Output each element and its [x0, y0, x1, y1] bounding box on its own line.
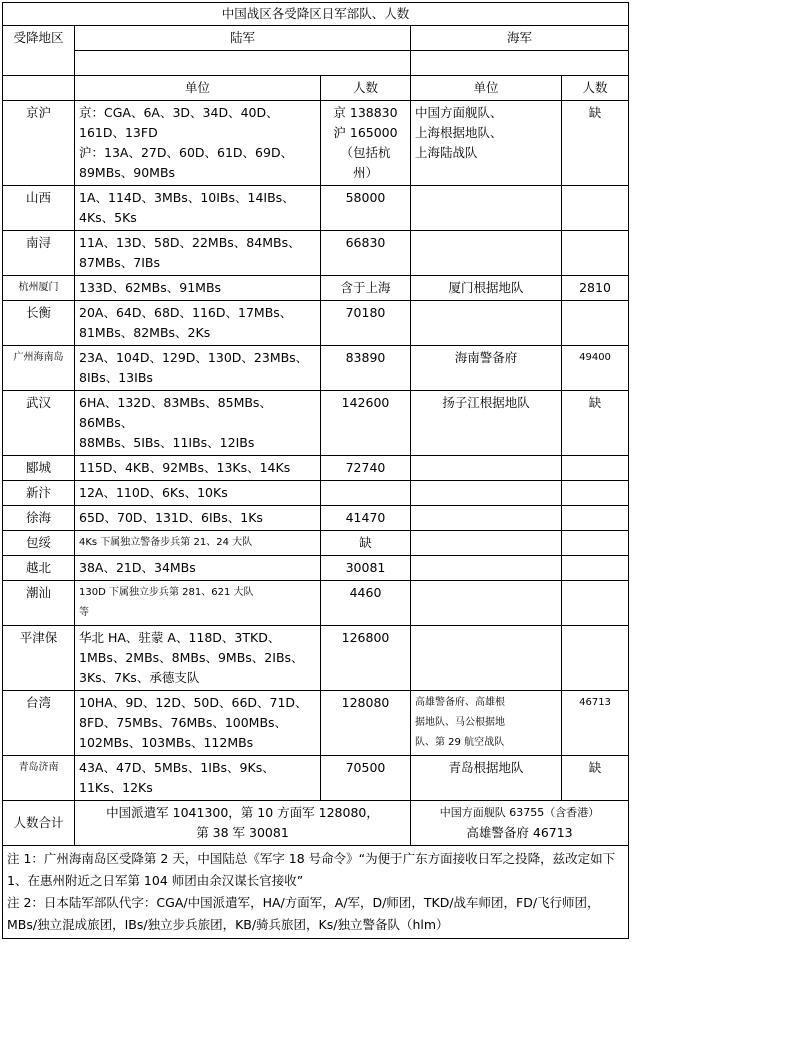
navy-unit-cell	[411, 626, 562, 691]
navy-unit-cell	[411, 506, 562, 531]
table-row	[3, 531, 629, 556]
table-row	[3, 276, 629, 301]
army-count-line: 41470	[345, 510, 386, 525]
army-unit-line: 115D、4KB、92MBs、13Ks、14Ks	[79, 460, 291, 475]
army-unit-line: 京：CGA、6A、3D、34D、40D、	[79, 105, 279, 120]
army-count-line: 30081	[345, 560, 386, 575]
region-cell: 广州海南岛	[3, 346, 75, 391]
table-row	[3, 101, 629, 186]
navy-count-cell	[562, 186, 629, 231]
table-body	[3, 101, 629, 801]
table-row	[3, 231, 629, 276]
army-unit-line: 华北 HA、驻蒙 A、118D、3TKD、	[79, 630, 281, 645]
notes	[3, 846, 629, 939]
navy-unit-line: 队、第 29 航空战队	[415, 737, 505, 748]
region-cell: 武汉	[3, 391, 75, 456]
region-cell: 越北	[3, 556, 75, 581]
army-unit-cell	[75, 346, 321, 391]
navy-count-cell	[562, 506, 629, 531]
army-count-cell	[321, 276, 411, 301]
surrender-table	[2, 2, 629, 939]
navy-unit-line: 海南警备府	[454, 350, 518, 365]
army-count-cell	[321, 101, 411, 186]
table-row	[3, 506, 629, 531]
army-unit-line: 38A、21D、34MBs	[79, 560, 196, 575]
army-unit-line: 6HA、132D、83MBs、85MBs、86MBs、	[79, 395, 272, 430]
army-unit-line: 沪：13A、27D、60D、61D、69D、	[79, 145, 294, 160]
army-count-cell	[321, 346, 411, 391]
army-unit-line: 8FD、75MBs、76MBs、100MBs、	[79, 715, 288, 730]
navy-unit-cell	[411, 301, 562, 346]
navy-unit-line: 扬子江根据地队	[442, 395, 530, 410]
army-count-line: 83890	[345, 350, 386, 365]
navy-count-cell	[562, 581, 629, 626]
army-unit-line: 3Ks、7Ks、承德支队	[79, 670, 200, 685]
table-row	[3, 186, 629, 231]
navy-unit-line: 厦门根据地队	[448, 280, 524, 295]
army-count-line: 72740	[345, 460, 386, 475]
army-unit-line: 43A、47D、5MBs、1IBs、9Ks、	[79, 760, 275, 775]
subheader-blank	[3, 76, 75, 101]
army-unit-line: 10HA、9D、12D、50D、66D、71D、	[79, 695, 308, 710]
table-row	[3, 626, 629, 691]
region-cell: 徐海	[3, 506, 75, 531]
army-unit-cell	[75, 691, 321, 756]
table-row	[3, 346, 629, 391]
army-unit-cell	[75, 301, 321, 346]
region-cell: 杭州厦门	[3, 276, 75, 301]
navy-unit-cell	[411, 691, 562, 756]
army-count-cell	[321, 556, 411, 581]
navy-count-cell: 缺	[562, 391, 629, 456]
army-count-cell	[321, 626, 411, 691]
army-count-line: 缺	[359, 535, 372, 550]
army-count-cell	[321, 391, 411, 456]
table-row	[3, 481, 629, 506]
total-label: 人数合计	[3, 801, 75, 846]
army-unit-cell	[75, 506, 321, 531]
region-cell: 京沪	[3, 101, 75, 186]
table-row	[3, 756, 629, 801]
region-cell: 平津保	[3, 626, 75, 691]
subheader-army-count: 人数	[321, 76, 411, 101]
note-2: 注 2：日本陆军部队代字：CGA/中国派遣军，HA/方面军，A/军，D/师团，TKD/战车师团，FD/飞行师团，MBs/独立混成旅团，IBs/独立步兵旅团，KB/骑兵旅团，Ks/独立警备队（hlm）	[7, 895, 600, 932]
region-cell: 南浔	[3, 231, 75, 276]
army-unit-cell	[75, 481, 321, 506]
total-army-line: 中国派遣军 1041300，第 10 方面军 128080，	[106, 805, 379, 820]
navy-count-cell: 缺	[562, 101, 629, 186]
total-army-line: 第 38 军 30081	[196, 825, 289, 840]
region-cell: 包绥	[3, 531, 75, 556]
army-unit-line: 1A、114D、3MBs、10IBs、14IBs、	[79, 190, 295, 205]
navy-unit-cell	[411, 531, 562, 556]
army-unit-line: 81MBs、82MBs、2Ks	[79, 325, 211, 340]
army-count-cell	[321, 456, 411, 481]
army-unit-cell	[75, 391, 321, 456]
navy-unit-line: 中国方面舰队、	[415, 105, 503, 120]
army-count-cell	[321, 756, 411, 801]
army-unit-cell	[75, 756, 321, 801]
total-navy-line: 高雄警备府 46713	[466, 825, 573, 840]
army-count-line: 58000	[345, 190, 386, 205]
navy-unit-line: 青岛根据地队	[448, 760, 524, 775]
region-cell: 长衡	[3, 301, 75, 346]
army-unit-cell	[75, 531, 321, 556]
army-unit-line: 89MBs、90MBs	[79, 165, 176, 180]
army-unit-line: 4Ks、5Ks	[79, 210, 137, 225]
header-navy: 海军	[411, 26, 629, 51]
army-count-line: （包括杭	[340, 145, 391, 160]
army-count-line: 70500	[345, 760, 386, 775]
army-unit-line: 12A、110D、6Ks、10Ks	[79, 485, 228, 500]
army-unit-line: 88MBs、5IBs、11IBs、12IBs	[79, 435, 255, 450]
total-army	[75, 801, 411, 846]
navy-count-cell: 缺	[562, 756, 629, 801]
table-title: 中国战区各受降区日军部队、人数	[3, 3, 629, 26]
note-1: 注 1：广州海南岛区受降第 2 天，中国陆总《军字 18 号命令》“为便于广东方面接收日军之投降，兹改定如下 1、在惠州附近之日军第 104 师团由余汉谋长官接收”	[7, 851, 616, 888]
navy-count-cell	[562, 481, 629, 506]
region-cell: 潮汕	[3, 581, 75, 626]
army-unit-line: 102MBs、103MBs、112MBs	[79, 735, 254, 750]
navy-unit-line: 高雄警备府、高雄根	[415, 697, 505, 708]
header-navy-spacer	[411, 51, 629, 76]
army-unit-line: 87MBs、7IBs	[79, 255, 161, 270]
region-cell: 新汴	[3, 481, 75, 506]
army-unit-cell	[75, 456, 321, 481]
subheader-army-unit: 单位	[75, 76, 321, 101]
army-unit-cell	[75, 101, 321, 186]
navy-unit-cell	[411, 186, 562, 231]
army-count-line: 66830	[345, 235, 386, 250]
navy-unit-cell	[411, 756, 562, 801]
army-unit-line: 161D、13FD	[79, 125, 158, 140]
navy-count-cell	[562, 531, 629, 556]
army-unit-line: 133D、62MBs、91MBs	[79, 280, 222, 295]
navy-count-cell: 2810	[562, 276, 629, 301]
navy-unit-line: 上海陆战队	[415, 145, 478, 160]
army-unit-cell	[75, 186, 321, 231]
army-count-line: 州）	[352, 165, 378, 180]
region-cell: 青岛济南	[3, 756, 75, 801]
navy-unit-cell	[411, 581, 562, 626]
navy-unit-line: 上海根据地队、	[415, 125, 503, 140]
army-count-cell	[321, 301, 411, 346]
army-count-cell	[321, 186, 411, 231]
army-unit-line: 11Ks、12Ks	[79, 780, 153, 795]
region-cell: 山西	[3, 186, 75, 231]
total-navy	[411, 801, 629, 846]
navy-count-cell	[562, 456, 629, 481]
navy-unit-cell	[411, 346, 562, 391]
navy-count-cell	[562, 301, 629, 346]
army-count-line: 126800	[341, 630, 390, 645]
header-region: 受降地区	[3, 26, 75, 76]
navy-unit-line: 据地队、马公根据地	[415, 717, 505, 728]
subheader-navy-count: 人数	[562, 76, 629, 101]
navy-count-cell: 46713	[562, 691, 629, 756]
table-row	[3, 391, 629, 456]
region-cell: 台湾	[3, 691, 75, 756]
table-row	[3, 691, 629, 756]
army-count-line: 4460	[349, 585, 382, 600]
army-unit-line: 4Ks 下属独立警备步兵第 21、24 大队	[79, 537, 253, 548]
army-unit-cell	[75, 231, 321, 276]
army-unit-line: 8IBs、13IBs	[79, 370, 153, 385]
army-unit-cell	[75, 626, 321, 691]
army-count-cell	[321, 691, 411, 756]
army-count-line: 含于上海	[340, 280, 391, 295]
navy-count-cell: 49400	[562, 346, 629, 391]
army-unit-line: 130D 下属独立步兵第 281、621 大队	[79, 587, 254, 598]
region-cell: 郾城	[3, 456, 75, 481]
army-count-cell	[321, 481, 411, 506]
navy-count-cell	[562, 556, 629, 581]
table-row	[3, 456, 629, 481]
total-navy-line: 中国方面舰队 63755（含香港）	[439, 806, 600, 819]
army-unit-line: 65D、70D、131D、6IBs、1Ks	[79, 510, 263, 525]
army-unit-line: 11A、13D、58D、22MBs、84MBs、	[79, 235, 301, 250]
army-count-line: 京 138830	[333, 105, 398, 120]
army-count-cell	[321, 506, 411, 531]
army-count-line: 142600	[341, 395, 390, 410]
navy-unit-cell	[411, 276, 562, 301]
army-unit-cell	[75, 581, 321, 626]
header-army-spacer	[75, 51, 411, 76]
army-count-line: 沪 165000	[333, 125, 398, 140]
navy-unit-cell	[411, 481, 562, 506]
header-army: 陆军	[75, 26, 411, 51]
army-count-cell	[321, 531, 411, 556]
subheader-navy-unit: 单位	[411, 76, 562, 101]
navy-unit-cell	[411, 556, 562, 581]
navy-unit-cell	[411, 101, 562, 186]
army-unit-line: 1MBs、2MBs、8MBs、9MBs、2IBs、	[79, 650, 304, 665]
table-row	[3, 556, 629, 581]
navy-count-cell	[562, 626, 629, 691]
army-count-cell	[321, 581, 411, 626]
army-unit-cell	[75, 276, 321, 301]
army-count-line: 128080	[341, 695, 390, 710]
army-unit-line: 等	[79, 607, 89, 618]
army-count-line: 70180	[345, 305, 386, 320]
army-unit-line: 20A、64D、68D、116D、17MBs、	[79, 305, 293, 320]
navy-unit-cell	[411, 456, 562, 481]
navy-unit-cell	[411, 391, 562, 456]
army-count-cell	[321, 231, 411, 276]
army-unit-cell	[75, 556, 321, 581]
navy-count-cell	[562, 231, 629, 276]
navy-unit-cell	[411, 231, 562, 276]
table-row	[3, 581, 629, 626]
army-unit-line: 23A、104D、129D、130D、23MBs、	[79, 350, 309, 365]
table-row	[3, 301, 629, 346]
